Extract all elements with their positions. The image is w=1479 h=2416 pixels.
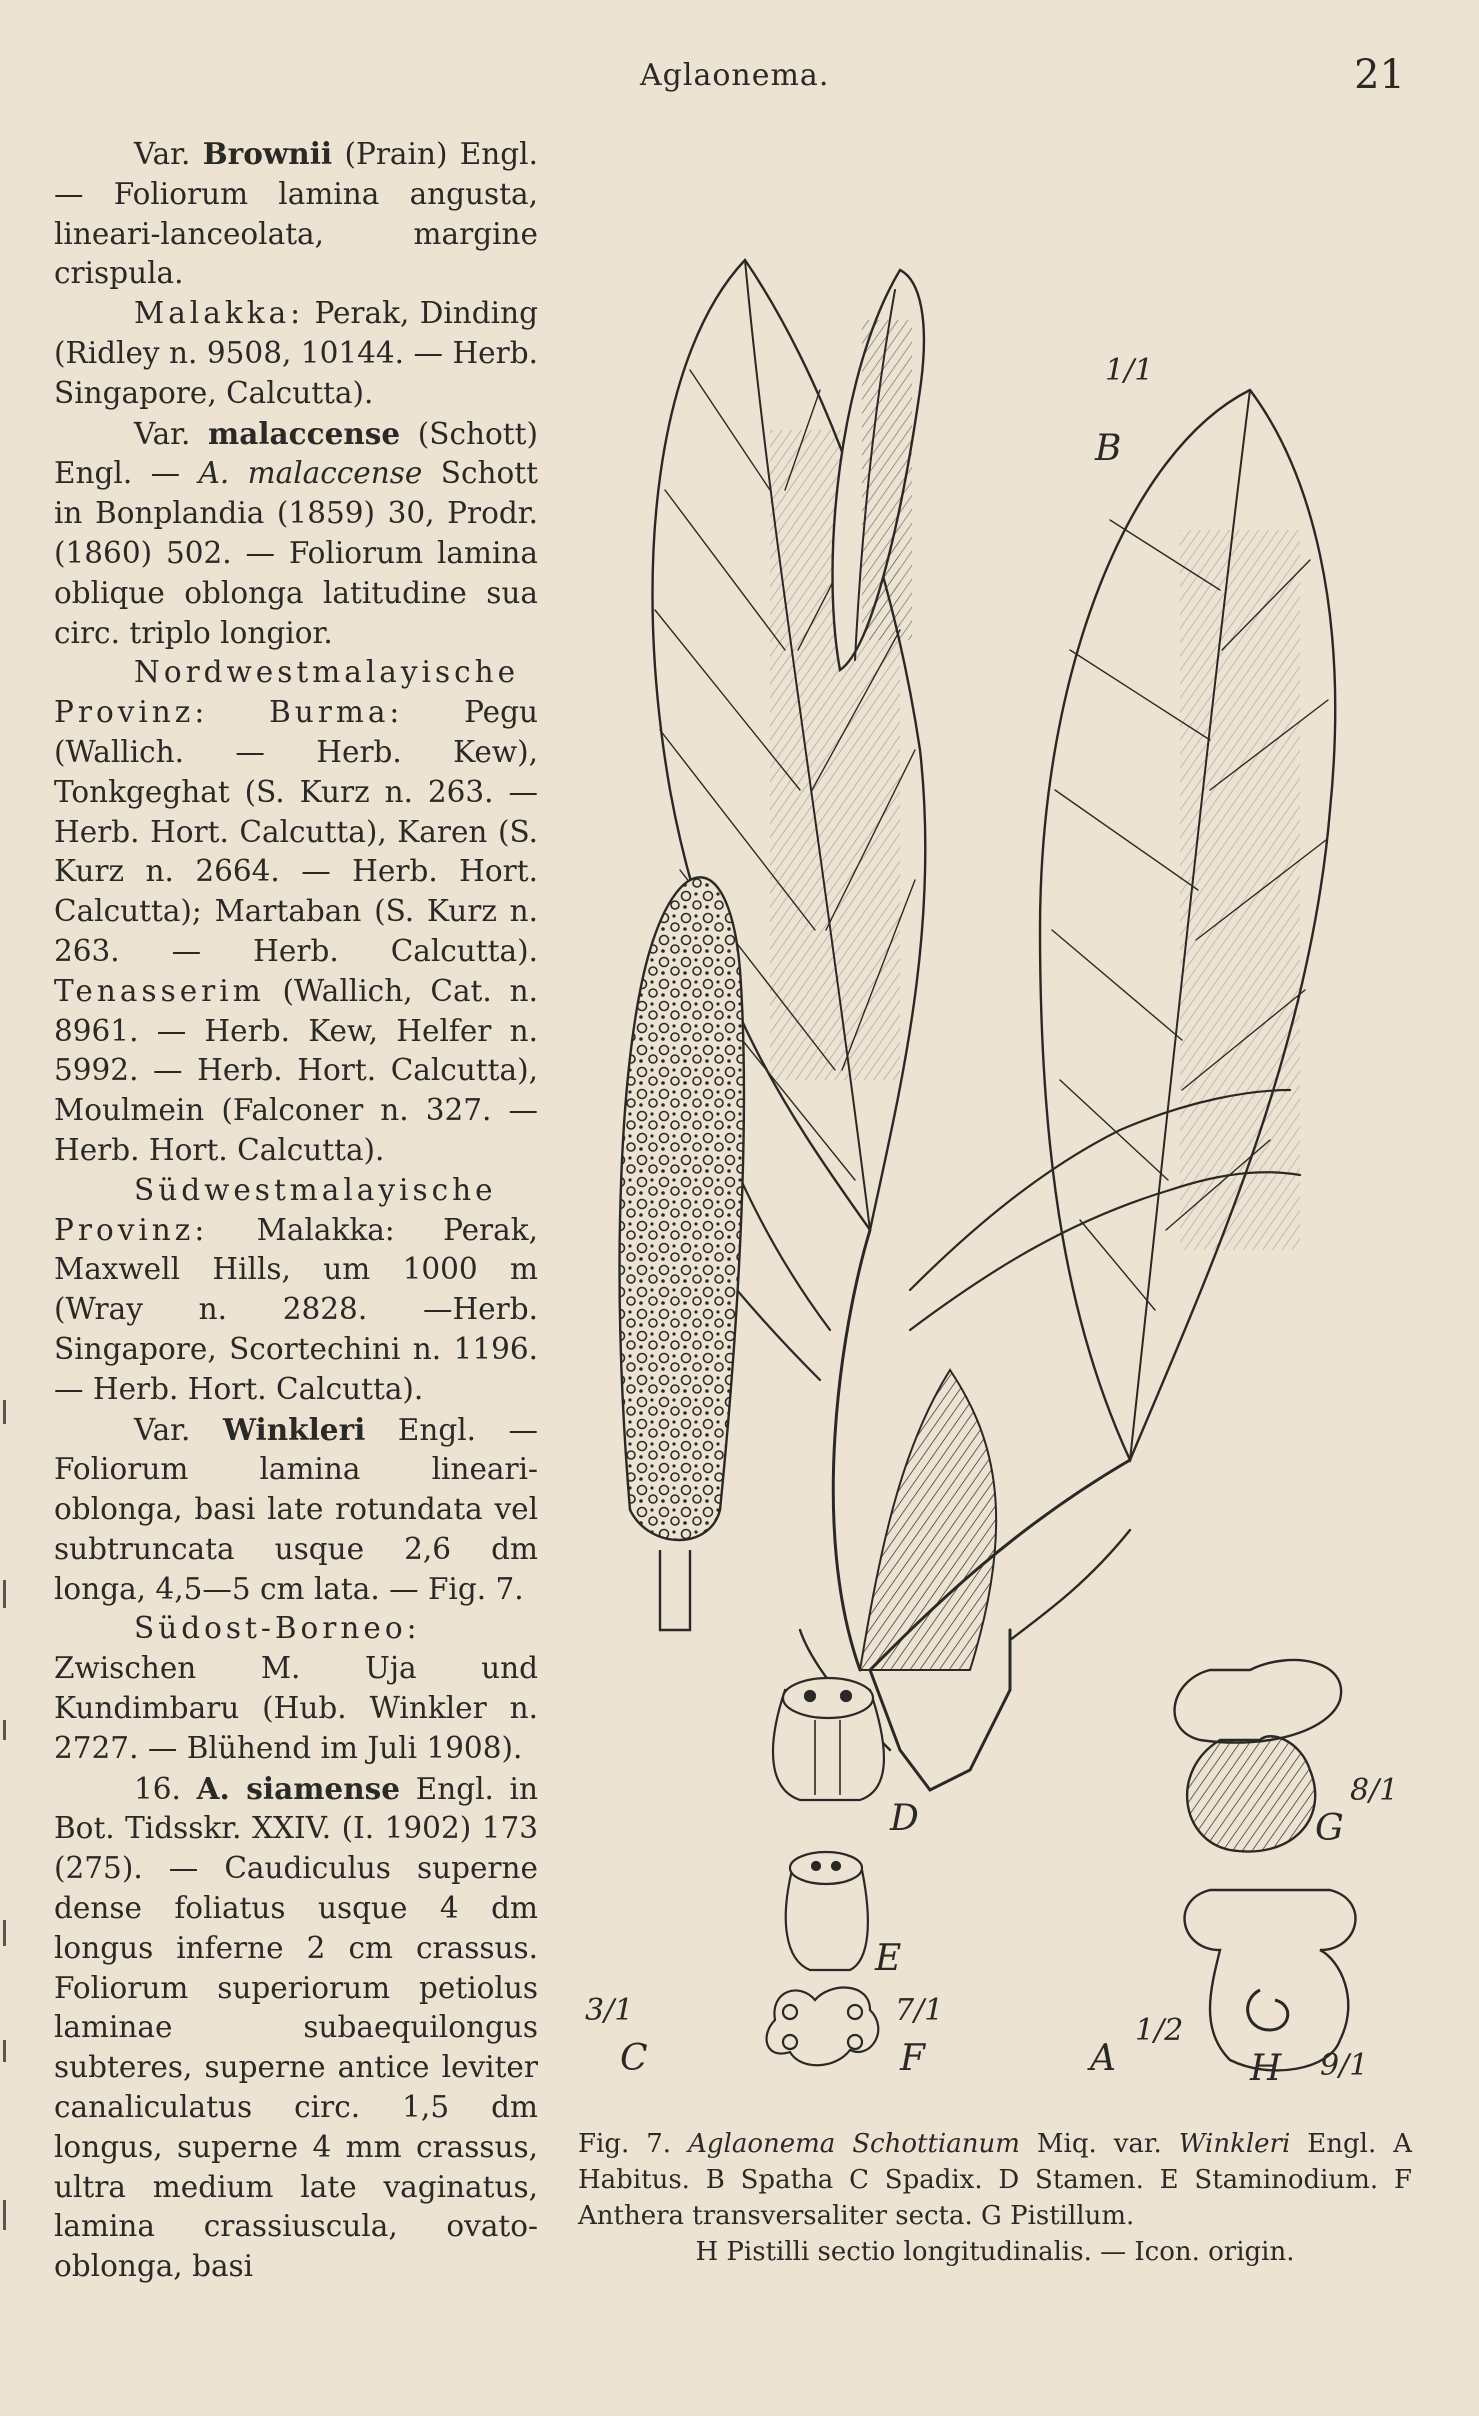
species-16-name: A. siamense [196,1770,401,1806]
spadix-drawing [620,877,744,1630]
var-malaccense-paragraph: Var. malaccense (Schott) Engl. — A. malaccense Schott in Bonplandia (1859) 30, Prodr. (1860) 502. — Foliorum lamina oblique oblonga latitudine sua circ. triplo longior. [54,415,538,650]
scale-B: 1/1 [1105,353,1154,388]
nordwest-paragraph: Nordwestmalayische Provinz: Burma: Pegu (Wallich. — Herb. Kew), Tonkgeghat (S. Kurz n. 263. — Herb. Hort. Calcutta), Karen (S. Kurz n. 2664. — Herb. Hort. Calcutta); Martaban (S. Kurz n. 263. — Herb. Calcutta). Tenasserim (Wallich, Cat. n. 8961. — Herb. Kew, Helfer n. 5992. — Herb. Hort. Calcutta), Moulmein (Falconer n. 327. — Herb. Hort. Calcutta). [54,655,538,1167]
label-A: A [1090,2038,1116,2079]
caption-variety: Winkleri [1178,2129,1291,2159]
page-header [0,52,1479,112]
scan-edge-marks [0,1400,14,2300]
species-16-paragraph: 16. A. siamense Engl. in Bot. Tidsskr. XXIV. (I. 1902) 173 (275). — Caudiculus superne dense foliatus usque 4 dm longus inferne 2 cm crassus. Foliorum superiorum petiolus laminae subaequilongus subteres, superne antice leviter canaliculatus circ. 1,5 dm longus, superne 4 mm crassus, ultra medium late vaginatus, lamina crassiuscula, ovato-oblonga, basi [54,1770,538,2284]
running-title: Aglaonema. [640,58,830,93]
scale-A: 1/2 [1135,2013,1184,2048]
var-malaccense-name: malaccense [208,415,401,451]
suedost-paragraph: Südost-Borneo: Zwischen M. Uja und Kundimbaru (Hub. Winkler n. 2727. — Blühend im Juli 1908). [54,1611,538,1765]
stamen-drawing [773,1678,884,1800]
figure-caption [578,2126,1412,2270]
var-winkleri-paragraph: Var. Winkleri Engl. — Foliorum lamina lineari-oblonga, basi late rotundata vel subtruncata usque 2,6 dm longa, 4,5—5 cm lata. — Fig. 7. [54,1411,538,1606]
label-F: F [900,2038,925,2079]
scale-C: 3/1 [585,1993,634,2028]
page-number: 21 [1354,52,1405,98]
caption-last-line: H Pistilli sectio longitudinalis. — Icon. origin. [695,2237,1295,2267]
left-column-text [54,134,538,2287]
scale-E: 7/1 [895,1993,944,2028]
malakka-paragraph: Malakka: Perak, Dinding (Ridley n. 9508, 10144. — Herb. Singapore, Calcutta). [54,296,538,410]
label-G: G [1315,1808,1344,1849]
caption-species: Aglaonema Schottianum [688,2129,1020,2159]
habitus-drawing [652,260,1335,1790]
label-B: B [1095,428,1122,469]
figure-illustration [570,230,1430,2090]
label-D: D [890,1798,919,1839]
label-C: C [620,2038,648,2079]
label-E: E [875,1938,902,1979]
botanical-figure [570,230,1430,2090]
anthera-section-drawing [767,1988,879,2066]
var-brownii-name: Brownii [202,136,333,171]
scale-H: 9/1 [1320,2048,1369,2083]
label-H: H [1250,2048,1282,2089]
var-winkleri-name: Winkleri [222,1411,366,1447]
suedwest-paragraph: Südwestmalayische Provinz: Malakka: Perak, Maxwell Hills, um 1000 m (Wray n. 2828. —Herb. Singapore, Scortechini n. 1196. — Herb. Hort. Calcutta). [54,1172,538,1406]
scale-G: 8/1 [1350,1773,1399,1808]
staminodium-drawing [786,1852,868,1970]
caption-main: Fig. 7. Aglaonema Schottianum Miq. var. Winkleri Engl. A Habitus. B Spatha C Spadix. D Stamen. E Staminodium. F Anthera transversaliter secta. G Pistillum. [578,2129,1413,2231]
var-brownii-paragraph: Var. Brownii (Prain) Engl. — Foliorum lamina angusta, lineari-lanceolata, margine crispula. [54,136,538,291]
caption-parts: A Habitus. B Spatha C Spadix. D Stamen. E Staminodium. F Anthera transversaliter secta. G Pistillum. [578,2129,1413,2231]
pistilli-sectio-drawing [1185,1890,1356,2070]
